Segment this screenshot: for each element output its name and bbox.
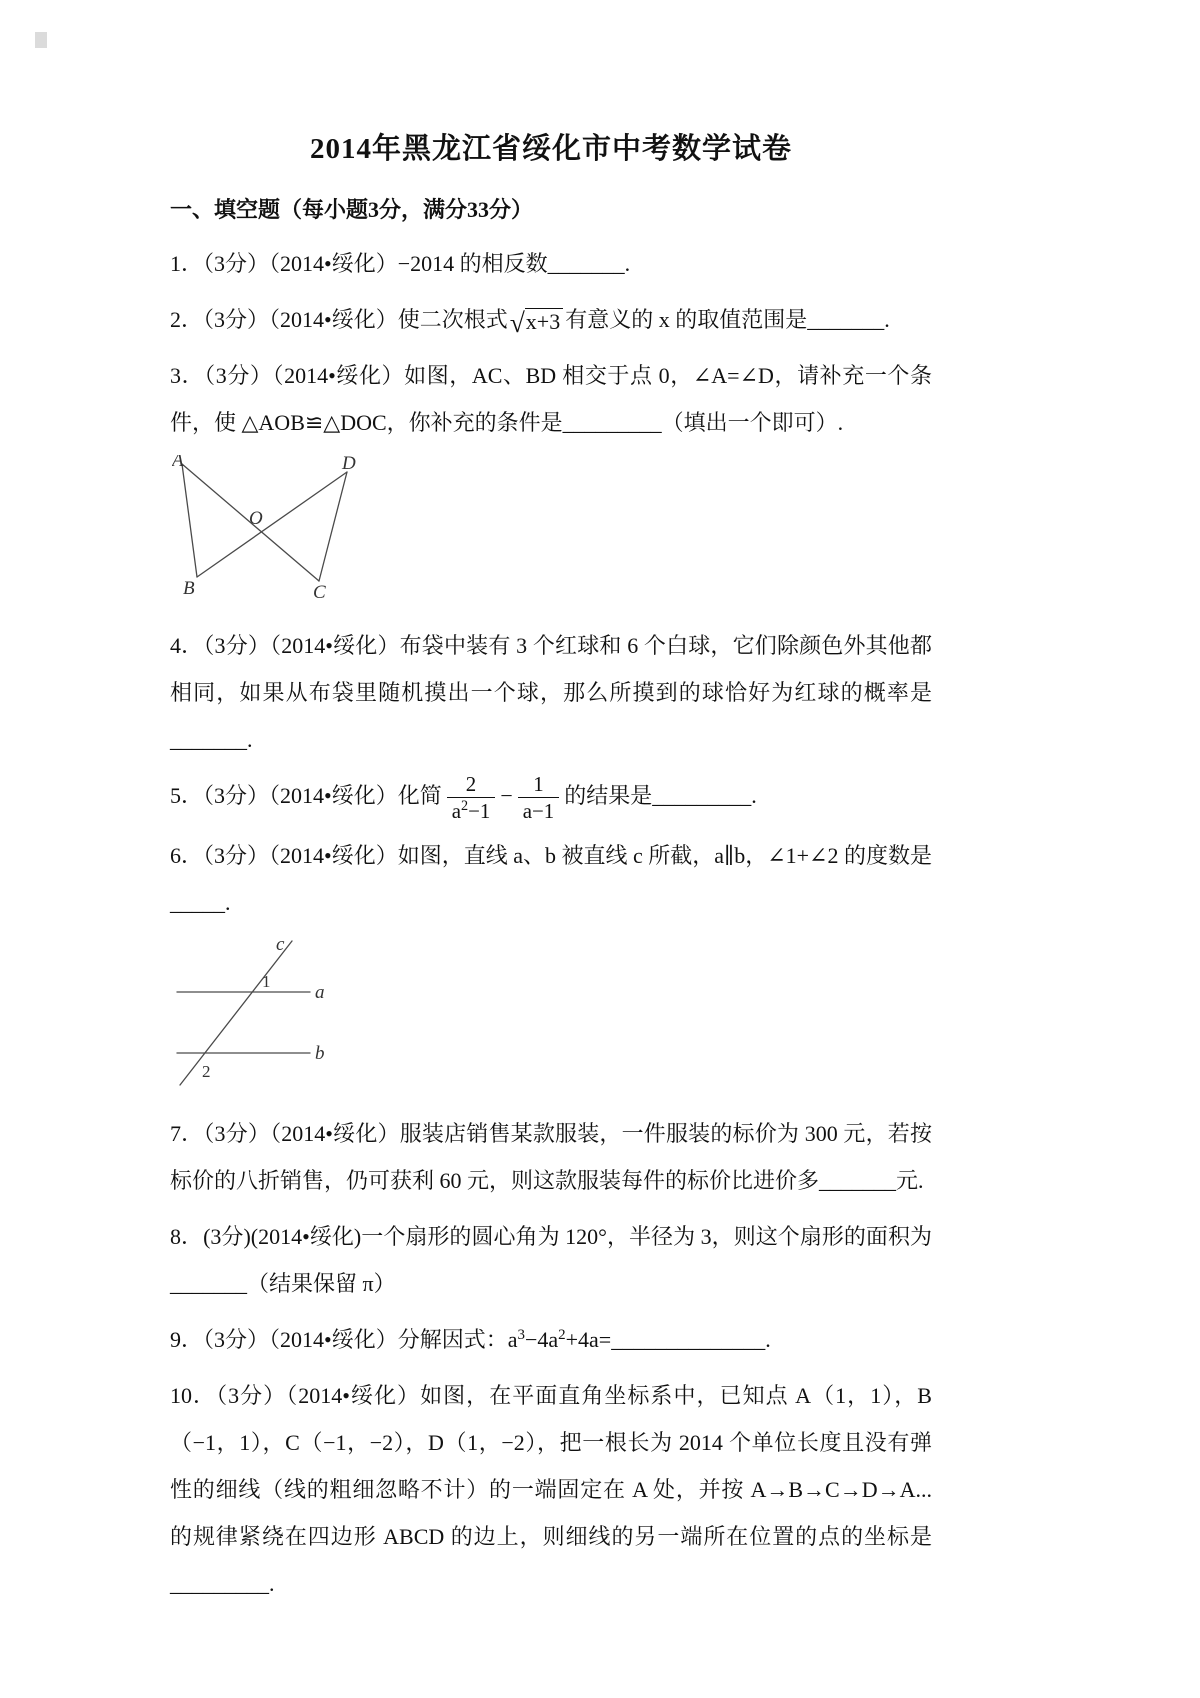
problem-6: 6．（3分）（2014•绥化）如图，直线 a、b 被直线 c 所截，a∥b，∠1+∠2 的度数是_____. <box>170 843 932 916</box>
problem-1: 1．（3分）（2014•绥化）−2014 的相反数_______. <box>170 251 631 276</box>
crossing-triangles-diagram <box>172 455 382 605</box>
segment-AB <box>182 464 197 577</box>
figure-problem-3 <box>172 455 932 610</box>
problem-7: 7．（3分）（2014•绥化）服装店销售某款服装，一件服装的标价为 300 元，若按标价的八折销售，仍可获利 60 元，则这款服装每件的标价比进价多_______元. <box>170 1121 932 1194</box>
sqrt-expression: √x+3 <box>510 309 564 337</box>
line-label-c: c <box>276 935 285 956</box>
vertex-label-O: O <box>249 508 263 529</box>
problem-8: 8．(3分)(2014•绥化)一个扇形的圆心角为 120°，半径为 3，则这个扇形的面积为_______（结果保留 π） <box>170 1224 932 1297</box>
problem-4: 4．（3分）（2014•绥化）布袋中装有 3 个红球和 6 个白球，它们除颜色外其他都相同，如果从布袋里随机摸出一个球，那么所摸到的球恰好为红球的概率是_______. <box>170 633 932 752</box>
section-header: 一、填空题（每小题3分，满分33分） <box>170 197 534 222</box>
scan-artifact <box>35 32 47 48</box>
vertex-label-D: D <box>342 455 356 474</box>
parallel-lines-diagram <box>172 935 347 1093</box>
problem-9: 9．（3分）（2014•绥化）分解因式：$a^3-4a^2+4a=\_\_\_\_\_\_\_\_\_\_\_\_\_\_$. <box>170 1327 771 1353</box>
vertex-label-B: B <box>183 578 195 599</box>
fraction-expression: $\frac{1}{a-1}$ <box>518 772 560 823</box>
fraction-expression: $\frac{2}{a^2-1}$ <box>447 772 496 823</box>
line-c-transversal <box>180 941 292 1085</box>
problem-2: 2．（3分）（2014•绥化）使二次根式√x+3 有意义的 x 的取值范围是_______. <box>170 307 890 339</box>
problem-5: 5．（3分）（2014•绥化）化简 $\frac{2}{a^2-1}$ − $\frac{1}{a-1}$ 的结果是_________. <box>170 772 757 824</box>
problem-3: 3．（3分）（2014•绥化）如图，AC、BD 相交于点 0，∠A=∠D，请补充一个条件，使 △AOB≌△DOC，你补充的条件是_________（填出一个即可）. <box>170 363 932 435</box>
vertex-label-A: A <box>172 455 184 471</box>
angle-label-1: 1 <box>262 972 271 992</box>
exam-title: 2014年黑龙江省绥化市中考数学试卷 <box>309 133 792 165</box>
vertex-label-C: C <box>313 582 326 603</box>
figure-problem-6 <box>172 935 932 1098</box>
line-label-b: b <box>315 1043 325 1065</box>
line-label-a: a <box>315 982 325 1004</box>
angle-label-2: 2 <box>202 1062 211 1082</box>
problem-10: 10．（3分）（2014•绥化）如图，在平面直角坐标系中，已知点 A（1，1），B（−1，1），C（−1，−2），D（1，−2），把一根长为 2014 个单位长度且没有弹性的细线（线的粗细忽略不计）的一端固定在 A 处，并按 A→B→C→D→A...的规律紧绕在四边形 ABCD 的边上，则细线的另一端所在位置的点的坐标是_________. <box>170 1383 932 1597</box>
